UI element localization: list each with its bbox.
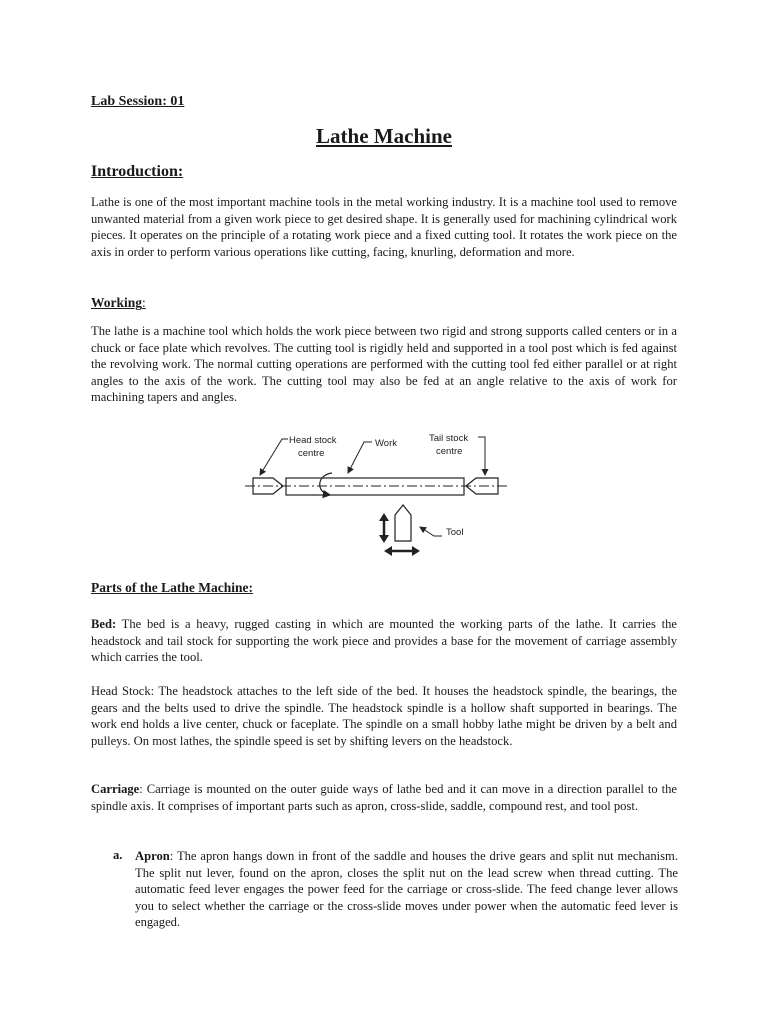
label-headstock-1: Head stock — [289, 435, 337, 446]
carriage-paragraph — [91, 781, 677, 814]
tailstock-leader — [478, 437, 485, 475]
label-tailstock-1: Tail stock — [429, 433, 469, 444]
apron-text: : The apron hangs down in front of the saddle and houses the drive gears and split nut mechanism. The split nut lever, found on the apron, closes the split nut on the lead screw when thread cutting. The automatic feed lever engages the power feed for the carriage or cross-slide. The feed change lever allows you to select whether the carriage or the cross-slide moves under power when the automatic feed lever is engaged. — [135, 849, 678, 930]
vertical-feed-arrow-down — [379, 535, 389, 543]
vertical-feed-arrow-up — [379, 513, 389, 521]
work-leader — [348, 442, 372, 473]
lab-session-label: Lab Session: 01 — [91, 94, 185, 109]
headstock-paragraph: Head Stock: The headstock attaches to the left side of the bed. It houses the headstock spindle, the bearings, the gears and the belts used to drive the spindle. The headstock spindle is a hollow shaft supported in bearings. The work end holds a live center, chuck or faceplate. The spindle on a small hobby lathe might be driven by a belt and pulleys. On most lathes, the spindle speed is set by shifting levers on the headstock. — [91, 684, 677, 748]
working-heading — [91, 295, 146, 311]
bed-text: The bed is a heavy, rugged casting in which are mounted the working parts of the lathe. It carries the headstock and tail stock for supporting the work piece and provides a base for the movement of carriage assembly which carries the tool. — [91, 617, 677, 665]
working-heading-suffix: : — [142, 295, 146, 310]
apron-paragraph — [135, 848, 678, 931]
horizontal-feed-arrow-left — [384, 546, 392, 556]
label-tool: Tool — [446, 527, 464, 538]
carriage-term: Carriage — [91, 782, 140, 796]
bed-term: Bed: — [91, 617, 117, 631]
parts-heading: Parts of the Lathe Machine: — [91, 580, 253, 595]
label-work: Work — [375, 438, 397, 449]
working-paragraph: The lathe is a machine tool which holds the work piece between two rigid and strong supports called centers or in a chuck or face plate which revolves. The cutting tool is rigidly held and supported in a tool post which is fed against the revolving work. The normal cutting operations are performed with the cutting tool fed either parallel or at right angles to the axis of the work. The cutting tool may also be fed at an angle relative to the axis of work for machining tapers and angles. — [91, 324, 677, 405]
horizontal-feed-arrow-right — [412, 546, 420, 556]
carriage-text: : Carriage is mounted on the outer guide ways of lathe bed and it can move in a direction parallel to the spindle axis. It comprises of important parts such as apron, cross-slide, saddle, compound rest, and tool post. — [91, 782, 677, 813]
label-headstock-2: centre — [298, 448, 325, 459]
bed-paragraph — [91, 616, 677, 666]
page-title: Lathe Machine — [316, 124, 452, 148]
apron-term: Apron — [135, 849, 170, 863]
list-marker: a. — [113, 848, 123, 862]
rotation-arrow — [320, 473, 332, 495]
working-heading-text: Working — [91, 295, 143, 310]
headstock-leader — [260, 439, 288, 475]
tool-leader — [420, 527, 442, 536]
tool-shape — [395, 505, 411, 541]
introduction-heading: Introduction: — [91, 163, 184, 180]
lathe-diagram — [240, 425, 520, 560]
introduction-paragraph: Lathe is one of the most important machine tools in the metal working industry. It is a machine tool used to remove unwanted material from a given work piece to get desired shape. It is generally used for machining cylindrical work pieces. It operates on the principle of a rotating work piece and a fixed cutting tool. It rotates the work piece on the axis in order to perform various operations like cutting, facing, knurling, deformation and more. — [91, 195, 677, 259]
label-tailstock-2: centre — [436, 446, 463, 457]
